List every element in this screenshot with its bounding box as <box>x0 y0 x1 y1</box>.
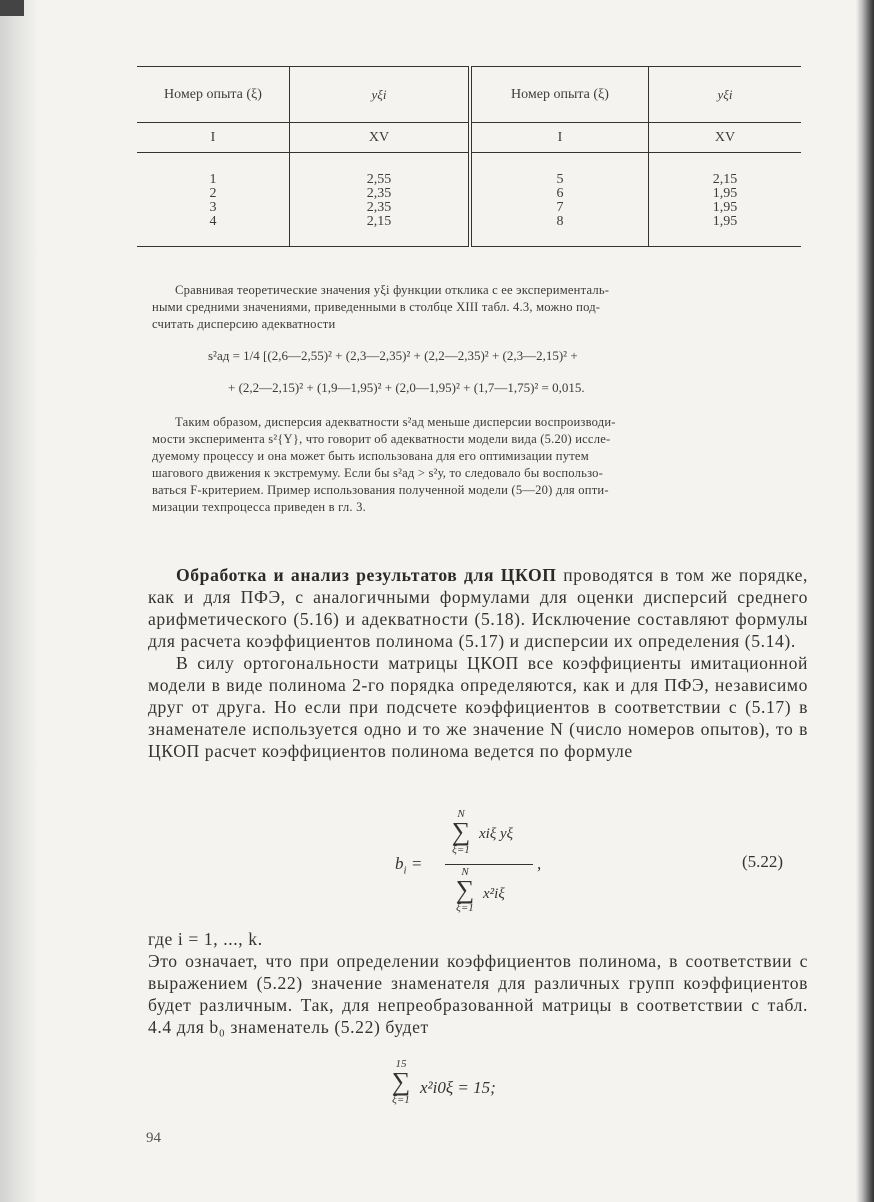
sum-lower-limit: ξ=1 <box>452 844 470 856</box>
text-line: мизации техпроцесса приведен в гл. 3. <box>152 500 366 514</box>
text-line: считать дисперсию адекватности <box>152 317 336 331</box>
table-row <box>137 153 801 247</box>
header-cell: yξi <box>717 86 733 102</box>
equation-line: s²ад = 1/4 [(2,6—2,55)² + (2,3—2,35)² + (2,2—2,35)² + (2,3—2,15)² + <box>208 348 578 363</box>
y-values-right <box>649 153 802 247</box>
text-line: Сравнивая теоретические значения yξi функции отклика с ее эксперименталь- <box>175 283 610 297</box>
table-cell: 6 <box>556 186 564 201</box>
equation-number: (5.22) <box>742 852 784 871</box>
text-line: Таким образом, дисперсия адекватности s²ад меньше дисперсии воспроизводи- <box>175 415 616 429</box>
table-cell: 2,15 <box>712 172 738 187</box>
section-body <box>148 564 808 762</box>
where-line <box>148 928 808 950</box>
formula-lhs: b <box>395 854 404 873</box>
table-column-number-row <box>137 123 801 153</box>
text-line: шагового движения к экстремуму. Если бы s²ад > s²у, то следовало бы воспользо- <box>152 466 604 480</box>
paragraph-small-2 <box>152 414 795 516</box>
paragraph-text: проводятся в том же порядке, как и для ПФЭ, с аналогичными формулами для оценки дисперсий среднего арифметического (5.16) и адекватности (5.18). Исключение составляют формулы для расчета коэффициентов полинома (5.17) и дисперсии их определения (5.14). <box>148 565 808 651</box>
fraction-bar <box>445 864 533 865</box>
table-cell: 1 <box>209 172 217 187</box>
where-text: где i = 1, ..., k. <box>148 929 263 949</box>
header-cell: Номер опыта (ξ) <box>470 67 649 123</box>
table-cell: 1,95 <box>712 214 738 229</box>
sum-upper-limit: N <box>461 866 469 878</box>
data-table-container <box>137 66 795 247</box>
table-cell: 2,15 <box>366 214 392 229</box>
last-sum <box>388 1058 414 1106</box>
table-cell: 2,35 <box>366 186 392 201</box>
experiment-numbers-left <box>137 153 290 247</box>
data-table <box>137 66 801 247</box>
header-cell: Номер опыта (ξ) <box>137 67 290 123</box>
sigma-symbol: ∑ <box>451 817 471 846</box>
section-heading: Обработка и анализ результатов для ЦКОП <box>176 565 557 585</box>
scan-shadow-right <box>856 0 874 1202</box>
sum-lower-limit: ξ=1 <box>456 902 474 914</box>
formula-sum-15 <box>388 1058 588 1128</box>
header-cell: yξi <box>290 67 471 123</box>
table-cell: 8 <box>556 214 564 229</box>
table-cell: 2,35 <box>366 200 392 215</box>
page-number: 94 <box>146 1130 161 1146</box>
scan-corner-mark <box>0 0 24 16</box>
table-cell: 4 <box>209 214 217 229</box>
paragraph-small-1 <box>152 282 795 333</box>
table-cell: 7 <box>556 200 564 215</box>
table-cell: 5 <box>556 172 564 187</box>
table-cell: 1,95 <box>712 200 738 215</box>
column-number-cell: XV <box>714 129 736 145</box>
sum-upper-limit: N <box>457 808 465 820</box>
denominator-sum <box>453 866 477 914</box>
equation-line: + (2,2—2,15)² + (1,9—1,95)² + (2,0—1,95)² + (1,7—1,75)² = 0,015. <box>228 380 585 395</box>
paragraph: Это означает, что при определении коэффициентов полинома, в соответствии с выражением (5.22) значение знаменателя для различных групп коэффициентов будет различным. Так, для непреобразованной матрицы в соответствии с табл. 4.4 для b₀ знаменатель (5.22) будет <box>148 951 808 1037</box>
scan-shadow-left <box>0 0 38 1202</box>
table-cell: 1,95 <box>712 186 738 201</box>
experiment-numbers-right <box>470 153 649 247</box>
column-number-cell: I <box>137 123 290 153</box>
text-line: дуемому процессу и она может быть использована для его оптимизации путем <box>152 449 589 463</box>
sigma-symbol: ∑ <box>391 1067 411 1096</box>
last-formula-body: x²i0ξ = 15; <box>420 1078 496 1097</box>
column-number-cell: XV <box>290 123 471 153</box>
text-line: ными средними значениями, приведенными в столбце XIII табл. 4.3, можно под- <box>152 300 601 314</box>
paragraph <box>148 564 808 652</box>
table-cell: 2 <box>209 186 217 201</box>
text-line: мости эксперимента s²{Y}, что говорит об адекватности модели вида (5.20) иссле- <box>152 432 611 446</box>
text-line: ваться F-критерием. Пример использования полученной модели (5—20) для опти- <box>152 483 609 497</box>
column-number-cell: I <box>470 123 649 153</box>
formula-lhs-subscript: i <box>403 864 407 877</box>
paragraph: В силу ортогональности матрицы ЦКОП все коэффициенты имитационной модели в виде полинома 2-го порядка определяются, как и для ПФЭ, независимо друг от друга. Но если при подсчете коэффициентов в соответствии с (5.17) в знаменателе используется одно и то же значение N (число номеров опытов), то в ЦКОП расчет коэффициентов полинома ведется по формуле <box>148 653 808 761</box>
formula-5-22: $b_i$ = N ∑ ξ=1 xiξ yξ , N ∑ ξ=1 x²iξ <box>395 808 542 914</box>
section-body-2 <box>148 950 808 1038</box>
sum-upper-limit: 15 <box>395 1058 407 1070</box>
table-header-row <box>137 67 801 123</box>
table-cell: 3 <box>209 200 217 215</box>
table-cell: 2,55 <box>366 172 392 187</box>
denominator-body: x²iξ <box>483 886 505 902</box>
numerator-body: xiξ yξ <box>479 826 514 842</box>
sigma-symbol: ∑ <box>455 875 475 904</box>
sum-lower-limit: ξ=1 <box>392 1094 410 1106</box>
numerator-sum <box>449 808 473 856</box>
y-values-left <box>290 153 471 247</box>
formula-comma: , <box>537 854 542 873</box>
